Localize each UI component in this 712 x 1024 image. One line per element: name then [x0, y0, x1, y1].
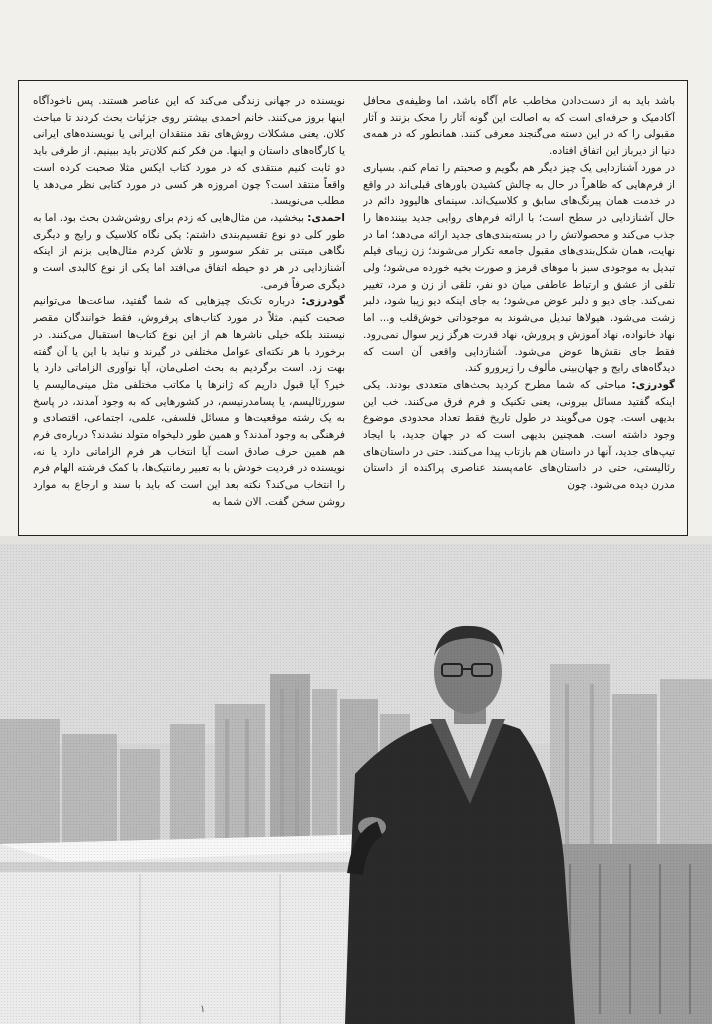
paragraph	[33, 93, 345, 210]
page-number: ۱	[200, 1004, 206, 1015]
article-column-left	[33, 93, 345, 529]
speaker-label: احمدی:	[307, 211, 345, 224]
paragraph-text: مباحثی که شما مطرح کردید بحث‌های متعددی بودند. یکی اینکه گفتید مسائل بیرونی، یعنی تکنیک و فرم فرق می‌کنند. خب این بدیهی است. چون می‌گویند در طول تاریخ فقط تعداد محدودی موضوع وجود داشته است. همچنین بدیهی است که در جهان جدید، با ایجاد تیپ‌های جدید، آنها در داستان هم بازتاب پیدا می‌کنند. حتی در داستان‌های رئالیستی، حتی در داستان‌های عامه‌پسند عناصری پراکنده از داستان مدرن دیده می‌شود. چون	[363, 378, 675, 492]
paragraph-text: در مورد آشنازدایی یک چیز دیگر هم بگویم و صحبتم را تمام کنم. بسیاری از فرم‌هایی که ظاهراً در حال به چالش کشیدن باورهای قبلی‌اند در واقع در خدمت همان پیرنگ‌های سابق و کلاسیک‌اند. سینمای هالیوود دائم در حال آشنازدایی در سطح است؛ با ارائه فرم‌های روایی جدید بیننده‌ها را جذب می‌کند و محصولاتش را در بسته‌بندی‌های جدید ارائه می‌دهد؛ اما در نهایت، همان شکل‌بندی‌های مقبول جامعه تکرار می‌شوند؛ زن زیبای فیلم تبدیل به موجودی سبز با موهای قرمز و صورت بخیه خورده می‌شود؛ ولی تلقی از عشق و ارتباط عاطفی میان دو نفر، تلقی از زن و مرد، تغییر نمی‌کند. جای دیو و دلبر عوض می‌شود؛ به جای اینکه دیو زیبا شود، دلبر زشت می‌شود. هیولاها تبدیل می‌شوند به موجوداتی خوش‌قلب و... اما نهاد خانواده، نهاد آموزش و پرورش، نهاد قدرت هرگز زیر سوال نمی‌رود. فقط جای نقش‌ها عوض می‌شود. آشنازدایی واقعی آن است که دیدگاه‌های رایج و جهان‌بینی مألوف را زیرورو کند.	[363, 161, 675, 375]
portrait-photo	[0, 544, 712, 1024]
paragraph	[33, 210, 345, 294]
paragraph	[363, 377, 675, 494]
article-text-frame	[18, 80, 688, 536]
speaker-label: گودرزی:	[631, 378, 675, 391]
paragraph-text: باشد باید به از دست‌دادن مخاطب عام آگاه باشد، اما وظیفه‌ی محافل آکادمیک و حرفه‌ای است که به اصالت این گونه آثار را محک بزنند و آثار مقبولی را که در این دسته می‌گنجند معرفی کنند. همانطور که در همه‌ی دنیا از دیرباز این اتفاق افتاده.	[363, 95, 675, 158]
rooftop-portrait-image	[0, 544, 712, 1024]
paragraph-text: نویسنده در جهانی زندگی می‌کند که این عناصر هستند. پس ناخودآگاه اینها بروز می‌کنند. خانم احمدی بیشتر روی جزئیات بحث کردند تا مباحث کلان. یعنی مشکلات روش‌های نقد منتقدان ایرانی یا نویسنده‌های ایرانی یا کارگاه‌های داستان و اینها. من فکر کنم کلان‌تر باید ببینیم. از طرفی باید دو ثابت کنیم منتقدی که در مورد کتاب ایکس مثلا صحبت کرده است واقعاً منتقد است؟ چون امروزه هر کسی در مورد کتابی نظر می‌دهد یا مطلب می‌نویسد.	[33, 95, 345, 208]
paragraph-text: درباره تک‌تک چیزهایی که شما گفتید، ساعت‌ها می‌توانیم صحبت کنیم. مثلاً در مورد کتاب‌های پرفروش، فقط خوانندگان مقصر نیستند بلکه خیلی ناشرها هم از این نوع کتاب‌ها استقبال می‌کنند. در برخورد با هر نکته‌ای عوامل مختلفی در گیرند و نباید با این یا آن گفته بهت زد. است برگردیم به بحث اصلی‌مان، آیا نوآوری الزاماتی دارد یا خیر؟ آیا قبول داریم که ژانرها یا مکاتب مختلفی مثل مینی‌مالیسم یا سوررئالیسم، یا پسامدرنیسم، در کشورهایی که به وجود آمدند، در پاسخ به یک رشته موقعیت‌ها و مسائل فلسفی، علمی، اجتماعی، اقتصادی و فرهنگی به وجود آمدند؟ و همین طور دلیخواه متولد نشدند؟ درباره‌ی فرم هم همین حرف صادق است آیا انتخاب هر فرم الزاماتی دارد یا نه، نویسنده در فردیت خودش با به تعبیر رمانتیک‌ها، با کمک فرشته الهام فرم را انتخاب می‌کند؟ نکته بعد این است که باید با سند و ارجاع به موارد روشن سخن گفت. الان شما به	[33, 295, 345, 508]
paragraph	[363, 93, 675, 160]
paragraph-text: ببخشید، من مثال‌هایی که زدم برای روشن‌شدن بحث بود. اما به طور کلی دو نوع تقسیم‌بندی داشتم: یکی نگاه کلاسیک و رایج و دیگری نگاهی مبتنی بر تفکر سوسور و تلاش کردم مثال‌هایی بزنم از اینکه آشنازدایی در هر دو حیطه اتفاق می‌افتد اما یکی از نوع کالبدی است و دیگری صرفاً فرمی.	[33, 211, 345, 291]
page-gutter	[0, 536, 712, 544]
speaker-label: گودرزی:	[301, 295, 345, 308]
paragraph	[33, 293, 345, 510]
paragraph	[363, 160, 675, 377]
article-column-right	[363, 93, 675, 529]
